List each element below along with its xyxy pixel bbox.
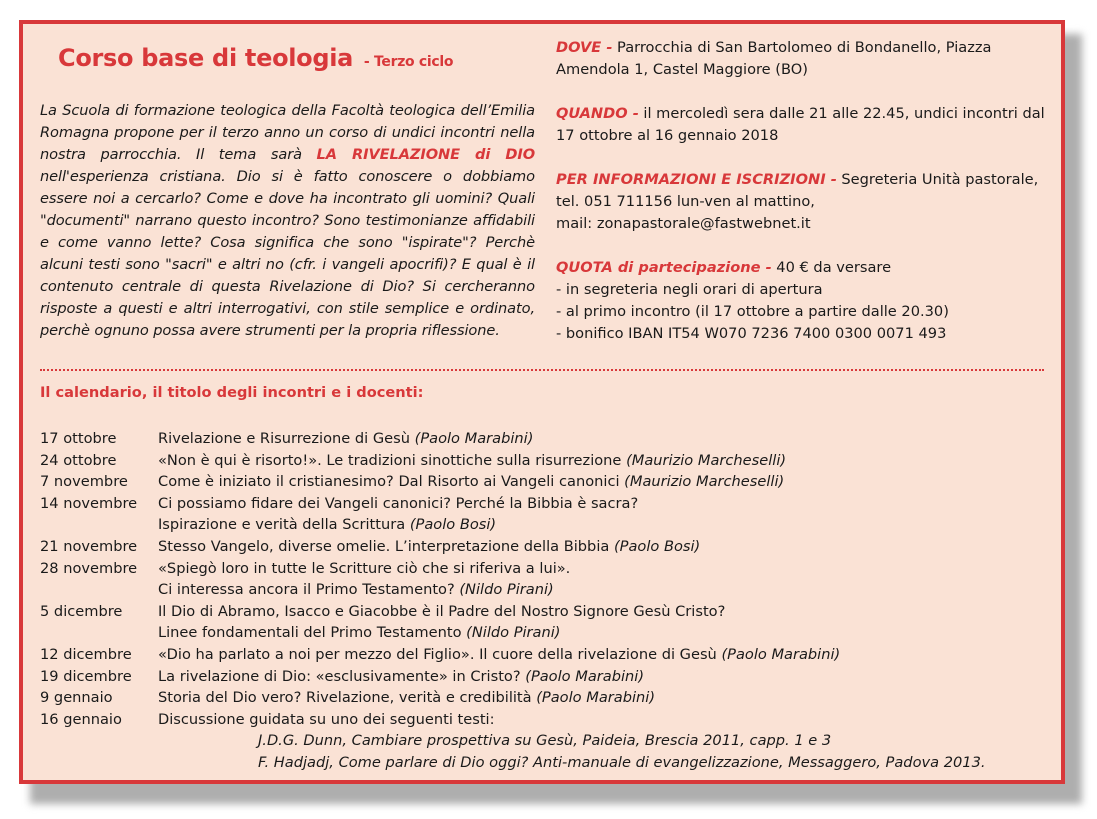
- quando-label: QUANDO -: [556, 105, 639, 122]
- row-topic: [158, 709, 1050, 731]
- row-date: 5 dicembre: [40, 602, 123, 620]
- schedule-row: [40, 536, 1050, 558]
- teacher-name: (Paolo Bosi): [409, 516, 497, 534]
- quota-option-1: - in segreteria negli orari di apertura: [556, 281, 823, 298]
- row-topic: [158, 687, 1050, 709]
- row-date: 7 novembre: [40, 473, 128, 491]
- course-title: [58, 36, 535, 74]
- intro-text-2: nell'esperienza cristiana. Dio si è fatto conoscere o dobbiamo essere noi a cercarlo? Come e dove ha incontrato gli uomini? Quali "documenti" narrano questo incontro? Sono testimonianze affidabili e come vanno lette? Cosa significa che sono "ispirate"? Perchè alcuni testi sono "sacri" e altri no (cfr. i vangeli apocrifi)? E qual è il contenuto centrale di questa Rivelazione di Dio? Si cercheranno risposte a questi e altri interrogativi, con stile semplice e ordinato, perchè ognuno possa avere strumenti per la propria riflessione.: [40, 168, 535, 339]
- teacher-name: (Paolo Marabini): [414, 430, 534, 447]
- row-topic: [158, 601, 1050, 623]
- row-topic: [158, 493, 1050, 515]
- topic-text: «Spiegò loro in tutte le Scritture ciò che si riferiva a lui».: [158, 559, 571, 577]
- topic-text: «Non è qui è risorto!». Le tradizioni sinottiche sulla risurrezione: [158, 451, 627, 469]
- schedule-row: [40, 709, 1050, 731]
- row-date: 16 gennaio: [40, 710, 122, 728]
- schedule-row: [40, 471, 1050, 493]
- schedule-row: [40, 493, 1050, 515]
- teacher-name: (Maurizio Marcheselli): [624, 473, 785, 491]
- iscrizioni-label: PER INFORMAZIONI E ISCRIZIONI -: [556, 171, 837, 188]
- title-subtitle: - Terzo ciclo: [363, 54, 454, 70]
- intro-text-1: La Scuola di formazione teologica della Facoltà teologica dell’Emilia Romagna propone per il terzo anno un corso di undici incontri nella nostra parrocchia. Il tema sarà: [40, 102, 535, 163]
- calendar-schedule: [40, 428, 1050, 774]
- row-topic: [158, 450, 1050, 472]
- teacher-name: (Paolo Marabini): [721, 645, 841, 663]
- schedule-row: [40, 450, 1050, 472]
- schedule-row: [40, 514, 1050, 536]
- reference-book-1: J.D.G. Dunn, Cambiare prospettiva su Gesù, Paideia, Brescia 2011, capp. 1 e 3: [258, 732, 832, 750]
- teacher-name: (Nildo Pirani): [466, 624, 561, 642]
- reference-book-2: F. Hadjadj, Come parlare di Dio oggi? Anti-manuale di evangelizzazione, Messaggero, Padova 2013.: [258, 753, 986, 771]
- quota-option-2: - al primo incontro (il 17 ottobre a partire dalle 20.30): [556, 303, 949, 320]
- topic-text: Discussione guidata su uno dei seguenti testi:: [158, 710, 495, 728]
- topic-text: Ispirazione e verità della Scrittura: [158, 516, 410, 534]
- right-column: [556, 37, 1056, 367]
- row-date: 21 novembre: [40, 537, 138, 555]
- row-topic: [158, 536, 1050, 558]
- email-line: mail: zonapastorale@fastwebnet.it: [556, 215, 811, 232]
- calendar-heading: Il calendario, il titolo degli incontri e i docenti:: [40, 384, 424, 401]
- row-topic: [158, 644, 1050, 666]
- quando-text: il mercoledì sera dalle 21 alle 22.45, undici incontri dal 17 ottobre al 16 gennaio 2018: [556, 105, 1045, 144]
- row-date: 24 ottobre: [40, 451, 117, 469]
- row-topic: [158, 579, 1050, 601]
- row-topic: [158, 428, 1050, 450]
- iscrizioni-block: [556, 169, 1056, 235]
- quota-option-3: - bonifico IBAN IT54 W070 7236 7400 0300 0071 493: [556, 325, 947, 342]
- row-topic: [158, 471, 1050, 493]
- row-date: 28 novembre: [40, 559, 138, 577]
- dotted-divider: [40, 369, 1044, 371]
- topic-text: Come è iniziato il cristianesimo? Dal Risorto ai Vangeli canonici: [158, 473, 625, 491]
- row-date: 12 dicembre: [40, 645, 132, 663]
- left-column: [40, 36, 535, 342]
- topic-text: Il Dio di Abramo, Isacco e Giacobbe è il Padre del Nostro Signore Gesù Cristo?: [158, 602, 726, 620]
- dove-label: DOVE -: [556, 39, 613, 56]
- schedule-row: [40, 558, 1050, 580]
- quota-label: QUOTA di partecipazione -: [556, 259, 772, 276]
- row-topic: [158, 666, 1050, 688]
- row-date: 19 dicembre: [40, 667, 132, 685]
- quando-block: [556, 103, 1056, 147]
- quota-text: 40 € da versare: [776, 259, 892, 276]
- topic-text: Ci interessa ancora il Primo Testamento?: [158, 581, 460, 599]
- dove-text: Parrocchia di San Bartolomeo di Bondanello, Piazza Amendola 1, Castel Maggiore (BO): [556, 39, 992, 78]
- teacher-name: (Maurizio Marcheselli): [626, 451, 787, 469]
- schedule-row: [40, 579, 1050, 601]
- row-date: 14 novembre: [40, 494, 138, 512]
- topic-text: «Dio ha parlato a noi per mezzo del Figlio». Il cuore della rivelazione di Gesù: [158, 645, 722, 663]
- schedule-row: [40, 687, 1050, 709]
- topic-text: Storia del Dio vero? Rivelazione, verità e credibilità: [158, 689, 537, 707]
- row-date: [40, 579, 158, 601]
- row-topic: [158, 514, 1050, 536]
- row-date: [40, 622, 158, 644]
- row-date: [40, 514, 158, 536]
- teacher-name: (Paolo Bosi): [613, 537, 701, 555]
- schedule-row: [40, 666, 1050, 688]
- schedule-row: [40, 428, 1050, 450]
- iscrizioni-text: Segreteria Unità pastorale,: [841, 171, 1039, 188]
- title-main: Corso base di teologia: [58, 44, 354, 72]
- teacher-name: (Nildo Pirani): [459, 581, 554, 599]
- topic-text: La rivelazione di Dio: «esclusivamente» in Cristo?: [158, 667, 526, 685]
- topic-text: Stesso Vangelo, diverse omelie. L’interpretazione della Bibbia: [158, 537, 614, 555]
- row-date: 17 ottobre: [40, 430, 117, 447]
- course-flyer-panel: [19, 20, 1065, 784]
- teacher-name: (Paolo Marabini): [525, 667, 645, 685]
- schedule-row: [40, 644, 1050, 666]
- row-topic: [158, 558, 1050, 580]
- row-topic: [158, 622, 1050, 644]
- row-date: 9 gennaio: [40, 689, 113, 707]
- intro-highlight: LA RIVELAZIONE di DIO: [316, 146, 536, 163]
- phone-line: tel. 051 711156 lun-ven al mattino,: [556, 193, 815, 210]
- topic-text: Linee fondamentali del Primo Testamento: [158, 624, 467, 642]
- schedule-row: [40, 601, 1050, 623]
- quota-block: [556, 257, 1056, 345]
- teacher-name: (Paolo Marabini): [536, 689, 656, 707]
- schedule-row: [40, 622, 1050, 644]
- topic-text: Ci possiamo fidare dei Vangeli canonici? Perché la Bibbia è sacra?: [158, 494, 639, 512]
- topic-text: Rivelazione e Risurrezione di Gesù: [158, 430, 415, 447]
- intro-paragraph: [40, 100, 535, 342]
- dove-block: [556, 37, 1056, 81]
